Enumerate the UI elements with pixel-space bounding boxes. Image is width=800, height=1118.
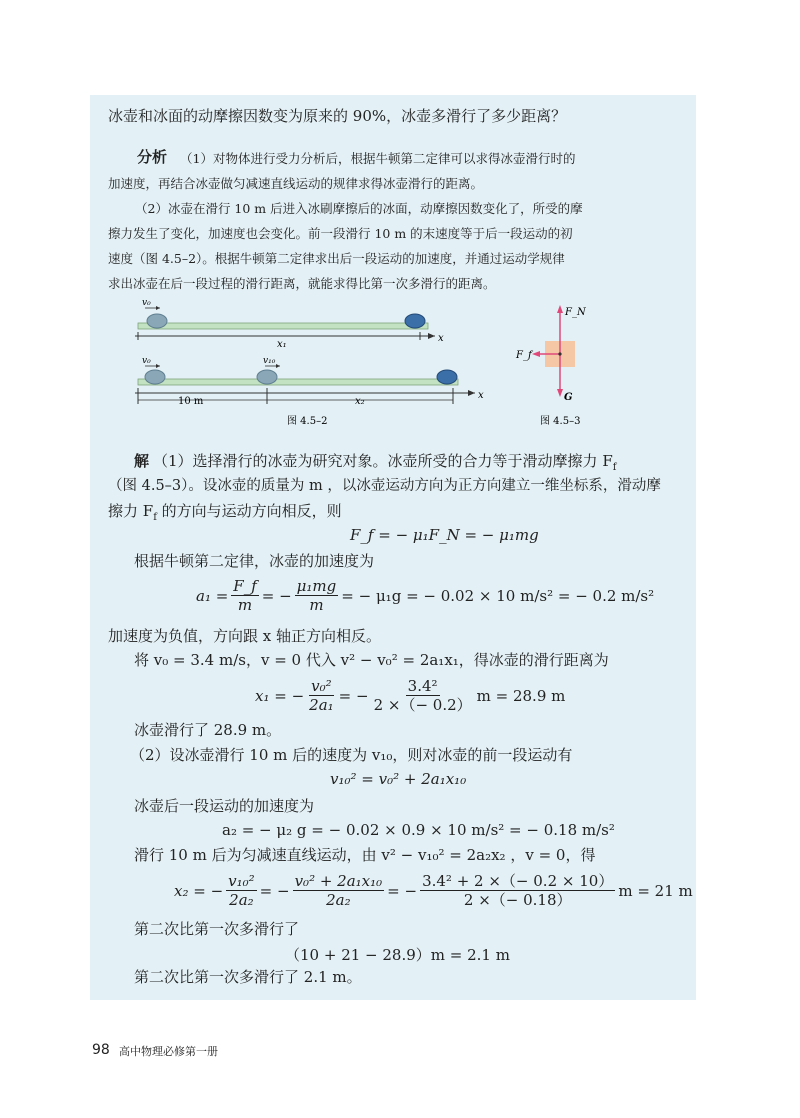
equation-friction: F_f = − μ₁F_N = − μ₁mg — [350, 526, 539, 544]
analysis-line-3: （2）冰壶在滑行 10 m 后进入冰刷摩擦后的冰面，动摩擦因数变化了，所受的摩 — [135, 201, 583, 216]
stone-end-bottom — [437, 370, 457, 384]
label-v0-bottom: v₀ — [142, 356, 151, 366]
figure-4-5-3 — [512, 303, 612, 428]
solution-label: 解 — [134, 452, 150, 470]
equation-acceleration-2: a₂ = − μ₂ g = − 0.02 × 0.9 × 10 m/s² = − 0.18 m/s² — [222, 821, 615, 839]
label-10m: 10 m — [178, 396, 204, 407]
solution-line-11: 第二次比第一次多滑行了 — [134, 920, 300, 938]
analysis-label: 分析 — [137, 148, 168, 166]
figure-4-5-3-caption: 图 4.5–3 — [540, 416, 581, 427]
label-x2: x₂ — [355, 396, 365, 407]
solution-line-12: 第二次比第一次多滑行了 2.1 m。 — [134, 968, 362, 986]
equation-distance-1: x₁ = − $\frac{\text{v₀²}}{\text{2a₁}}$ = − $\frac{\text{3.4²}}{2 \times(- 0.2)}$ m = 28.9 m — [255, 677, 566, 714]
analysis-line-1: （1）对物体进行受力分析后，根据牛顿第二定律可以求得冰壶滑行时的 — [180, 151, 576, 166]
equation-v10: v₁₀² = v₀² + 2a₁x₁₀ — [330, 770, 467, 788]
label-x1: x₁ — [277, 339, 287, 350]
solution-line-8: （2）设冰壶滑行 10 m 后的速度为 v₁₀，则对冰壶的前一段运动有 — [130, 746, 573, 764]
solution-line-7: 冰壶滑行了 28.9 m。 — [134, 721, 282, 739]
book-title: 高中物理必修第一册 — [119, 1045, 218, 1058]
label-v10: v₁₀ — [263, 356, 276, 366]
label-FN: F_N — [565, 307, 586, 318]
solution-line-1: （1）选择滑行的冰壶为研究对象。冰壶所受的合力等于滑动摩擦力 $F_f$ — [153, 452, 617, 473]
solution-line-10: 滑行 10 m 后为匀减速直线运动，由 v² − v₁₀² = 2a₂x₂ ，v = 0，得 — [134, 846, 596, 864]
label-v0-top: v₀ — [142, 298, 151, 308]
stone-mid-bottom — [257, 370, 277, 384]
page-number: 98 — [92, 1042, 110, 1058]
solution-line-5: 加速度为负值，方向跟 x 轴正方向相反。 — [108, 627, 381, 645]
analysis-line-4: 擦力发生了变化，加速度也会变化。前一段滑行 10 m 的末速度等于后一段运动的初 — [108, 226, 573, 241]
stone-start-top — [147, 314, 167, 328]
solution-line-3: 擦力 $F_f$ 的方向与运动方向相反，则 — [108, 502, 342, 523]
analysis-line-6: 求出冰壶在后一段过程的滑行距离，就能求得比第一次多滑行的距离。 — [108, 276, 496, 291]
equation-extra-distance: （10 + 21 − 28.9）m = 2.1 m — [285, 946, 510, 964]
solution-line-4: 根据牛顿第二定律，冰壶的加速度为 — [134, 552, 375, 570]
question-line: 冰壶和冰面的动摩擦因数变为原来的 90%，冰壶多滑行了多少距离？ — [108, 107, 567, 125]
solution-line-6: 将 v₀ = 3.4 m/s，v = 0 代入 v² − v₀² = 2a₁x₁，得冰壶的滑行距离为 — [134, 651, 609, 669]
figure-4-5-2 — [130, 296, 490, 431]
label-x-top: x — [438, 333, 444, 344]
stone-start-bottom — [145, 370, 165, 384]
solution-line-9: 冰壶后一段运动的加速度为 — [134, 797, 315, 815]
label-Ff: F_f — [516, 350, 532, 361]
figure-4-5-2-caption: 图 4.5–2 — [287, 416, 328, 427]
label-G: G — [564, 392, 573, 403]
solution-line-2: （图 4.5–3）。设冰壶的质量为 m ，以冰壶运动方向为正方向建立一维坐标系，滑动摩 — [108, 478, 661, 494]
equation-distance-2: x₂ = − $\frac{\text{v₁₀²}}{\text{2a₂}}$ = − $\frac{\text{v₀² + 2a₁x₁₀}}{\text{2a₂}}$ = − $\frac{\text{3.4² + 2 ×（− 0.2 × 10）}}{2 \times(- 0.18)}$ m = 21 m — [174, 872, 693, 909]
analysis-line-5: 速度（图 4.5–2）。根据牛顿第二定律求出后一段运动的加速度，并通过运动学规律 — [108, 251, 565, 266]
label-x-bottom: x — [478, 390, 484, 401]
analysis-line-2: 加速度，再结合冰壶做匀减速直线运动的规律求得冰壶滑行的距离。 — [108, 176, 484, 191]
equation-acceleration-1: a₁ = $\frac{F\_f}{m}$ = − $\frac{\text{μ₁mg}}{m}$ = − μ₁g = − 0.02 × 10 m/s² = − 0.2 m/s² — [196, 577, 655, 614]
stone-end-top — [405, 314, 425, 328]
